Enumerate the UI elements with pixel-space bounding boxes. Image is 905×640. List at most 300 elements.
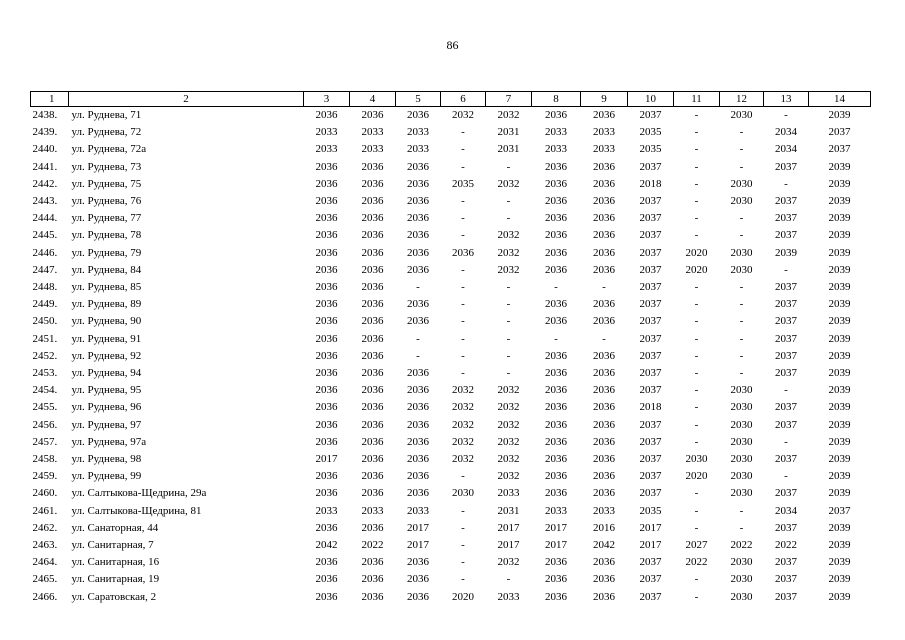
value-cell-col-4: 2036 bbox=[361, 384, 384, 397]
value-cell-col-6: 2020 bbox=[452, 590, 474, 603]
value-cell-col-4: 2036 bbox=[361, 435, 384, 448]
value-cell-col-11: - bbox=[694, 384, 699, 397]
value-cell-col-13: - bbox=[784, 263, 788, 276]
header-row bbox=[31, 92, 871, 107]
value-cell-col-6: 2032 bbox=[452, 418, 474, 431]
value-cell-col-11: 2022 bbox=[685, 556, 708, 569]
row-number: 2446. bbox=[32, 246, 58, 259]
value-cell-col-12: - bbox=[739, 504, 744, 517]
value-cell-col-7: 2032 bbox=[497, 435, 520, 448]
value-cell-col-8: 2036 bbox=[545, 246, 567, 259]
value-cell-col-12: 2030 bbox=[730, 401, 753, 414]
value-cell-col-4: 2036 bbox=[361, 367, 384, 380]
value-cell-col-12: 2030 bbox=[730, 556, 753, 569]
value-cell-col-10: 2037 bbox=[639, 195, 662, 208]
value-cell-col-14: 2039 bbox=[828, 521, 851, 534]
value-cell-col-12: - bbox=[739, 160, 744, 173]
value-cell-col-4: 2033 bbox=[361, 143, 384, 156]
value-cell-col-4: 2022 bbox=[361, 539, 384, 552]
value-cell-col-13: 2022 bbox=[775, 539, 797, 552]
value-cell-col-5: 2036 bbox=[407, 487, 429, 500]
address-cell: ул. Салтыкова-Щедрина, 29а bbox=[71, 487, 207, 500]
table-row bbox=[31, 537, 871, 554]
address-cell: ул. Руднева, 73 bbox=[71, 160, 142, 173]
value-cell-col-8: 2036 bbox=[545, 349, 567, 362]
value-cell-col-3: 2036 bbox=[315, 590, 338, 603]
value-cell-col-7: 2032 bbox=[497, 384, 520, 397]
value-cell-col-6: - bbox=[461, 229, 465, 242]
value-cell-col-7: 2031 bbox=[497, 504, 520, 517]
value-cell-col-6: - bbox=[461, 281, 465, 294]
value-cell-col-12: - bbox=[739, 367, 744, 380]
value-cell-col-12: 2030 bbox=[730, 453, 753, 466]
value-cell-col-4: 2036 bbox=[361, 521, 384, 534]
value-cell-col-9: 2042 bbox=[593, 539, 615, 552]
row-number: 2451. bbox=[32, 332, 58, 345]
value-cell-col-13: 2037 bbox=[775, 229, 797, 242]
address-cell: ул. Руднева, 72 bbox=[71, 126, 142, 139]
value-cell-col-7: 2032 bbox=[497, 470, 520, 483]
row-number: 2443. bbox=[32, 195, 58, 208]
value-cell-col-11: - bbox=[694, 160, 699, 173]
address-cell: ул. Санаторная, 44 bbox=[71, 521, 159, 534]
value-cell-col-11: 2030 bbox=[685, 453, 708, 466]
value-cell-col-4: 2036 bbox=[361, 470, 384, 483]
value-cell-col-11: - bbox=[694, 229, 699, 242]
value-cell-col-12: - bbox=[739, 298, 744, 311]
address-cell: ул. Руднева, 85 bbox=[71, 281, 142, 294]
row-number: 2461. bbox=[32, 504, 58, 517]
value-cell-col-6: 2032 bbox=[452, 109, 474, 121]
value-cell-col-9: 2016 bbox=[593, 521, 615, 534]
value-cell-col-7: 2032 bbox=[497, 246, 520, 259]
value-cell-col-7: 2017 bbox=[497, 521, 520, 534]
value-cell-col-11: - bbox=[694, 521, 699, 534]
value-cell-col-7: - bbox=[506, 349, 511, 362]
column-header-1: 1 bbox=[31, 92, 69, 107]
address-cell: ул. Руднева, 98 bbox=[71, 453, 142, 466]
value-cell-col-4: 2033 bbox=[361, 126, 384, 139]
value-cell-col-14: 2039 bbox=[828, 229, 851, 242]
column-header-10: 10 bbox=[628, 92, 674, 107]
value-cell-col-14: 2039 bbox=[828, 487, 851, 500]
row-number: 2465. bbox=[32, 573, 58, 586]
value-cell-col-6: 2036 bbox=[452, 246, 474, 259]
value-cell-col-8: - bbox=[554, 281, 558, 294]
address-cell: ул. Руднева, 95 bbox=[71, 384, 142, 397]
value-cell-col-3: 2036 bbox=[315, 401, 338, 414]
value-cell-col-8: 2036 bbox=[545, 487, 567, 500]
value-cell-col-5: 2036 bbox=[407, 246, 429, 259]
value-cell-col-5: - bbox=[416, 281, 420, 294]
value-cell-col-5: 2036 bbox=[407, 263, 429, 276]
value-cell-col-12: - bbox=[739, 281, 744, 294]
value-cell-col-6: - bbox=[461, 195, 465, 208]
address-cell: ул. Салтыкова-Щедрина, 81 bbox=[71, 504, 202, 517]
value-cell-col-3: 2036 bbox=[315, 298, 338, 311]
value-cell-col-10: 2037 bbox=[639, 487, 662, 500]
table-row bbox=[31, 279, 871, 296]
value-cell-col-7: - bbox=[506, 367, 511, 380]
value-cell-col-13: - bbox=[784, 177, 788, 190]
value-cell-col-11: - bbox=[694, 126, 699, 139]
address-cell: ул. Руднева, 79 bbox=[71, 246, 142, 259]
value-cell-col-14: 2039 bbox=[828, 195, 851, 208]
value-cell-col-10: 2035 bbox=[639, 126, 662, 139]
value-cell-col-4: 2036 bbox=[361, 246, 384, 259]
value-cell-col-3: 2036 bbox=[315, 435, 338, 448]
value-cell-col-8: - bbox=[554, 332, 558, 345]
value-cell-col-5: 2036 bbox=[407, 384, 429, 397]
value-cell-col-14: 2039 bbox=[828, 349, 851, 362]
value-cell-col-5: 2036 bbox=[407, 315, 429, 328]
value-cell-col-13: 2037 bbox=[775, 590, 797, 603]
address-cell: ул. Руднева, 71 bbox=[71, 109, 142, 121]
value-cell-col-3: 2036 bbox=[315, 573, 338, 586]
value-cell-col-13: 2037 bbox=[775, 418, 797, 431]
value-cell-col-8: 2033 bbox=[545, 126, 567, 139]
value-cell-col-7: - bbox=[506, 160, 511, 173]
value-cell-col-3: 2036 bbox=[315, 160, 338, 173]
value-cell-col-3: 2036 bbox=[315, 263, 338, 276]
value-cell-col-13: 2037 bbox=[775, 298, 797, 311]
value-cell-col-3: 2036 bbox=[315, 367, 338, 380]
address-cell: ул. Руднева, 76 bbox=[71, 195, 142, 208]
value-cell-col-10: 2037 bbox=[639, 281, 662, 294]
value-cell-col-9: 2036 bbox=[593, 573, 615, 586]
column-header-14: 14 bbox=[809, 92, 871, 107]
value-cell-col-13: - bbox=[784, 384, 788, 397]
value-cell-col-14: 2039 bbox=[828, 470, 851, 483]
value-cell-col-14: 2039 bbox=[828, 177, 851, 190]
value-cell-col-8: 2017 bbox=[545, 521, 567, 534]
value-cell-col-9: 2036 bbox=[593, 418, 615, 431]
column-header-5: 5 bbox=[396, 92, 441, 107]
value-cell-col-11: - bbox=[694, 435, 699, 448]
value-cell-col-9: 2036 bbox=[593, 470, 615, 483]
value-cell-col-9: 2033 bbox=[593, 126, 615, 139]
value-cell-col-11: 2020 bbox=[685, 470, 708, 483]
value-cell-col-5: 2036 bbox=[407, 367, 429, 380]
value-cell-col-9: - bbox=[602, 281, 606, 294]
value-cell-col-8: 2036 bbox=[545, 212, 567, 225]
value-cell-col-14: 2039 bbox=[828, 401, 851, 414]
value-cell-col-6: 2032 bbox=[452, 435, 474, 448]
value-cell-col-10: 2037 bbox=[639, 573, 662, 586]
column-header-13: 13 bbox=[764, 92, 809, 107]
value-cell-col-13: 2037 bbox=[775, 573, 797, 586]
table-row bbox=[31, 331, 871, 348]
value-cell-col-12: - bbox=[739, 229, 744, 242]
value-cell-col-10: 2017 bbox=[639, 521, 662, 534]
value-cell-col-11: - bbox=[694, 315, 699, 328]
table-row bbox=[31, 365, 871, 382]
value-cell-col-3: 2036 bbox=[315, 556, 338, 569]
value-cell-col-7: 2032 bbox=[497, 263, 520, 276]
value-cell-col-14: 2039 bbox=[828, 160, 851, 173]
value-cell-col-5: 2036 bbox=[407, 435, 429, 448]
value-cell-col-14: 2037 bbox=[828, 504, 851, 517]
column-header-12: 12 bbox=[720, 92, 764, 107]
value-cell-col-7: 2032 bbox=[497, 453, 520, 466]
row-number: 2444. bbox=[32, 212, 58, 225]
column-header-4: 4 bbox=[350, 92, 396, 107]
value-cell-col-4: 2036 bbox=[361, 109, 384, 121]
value-cell-col-13: - bbox=[784, 470, 788, 483]
table-row bbox=[31, 451, 871, 468]
value-cell-col-3: 2033 bbox=[315, 143, 338, 156]
value-cell-col-12: 2030 bbox=[730, 384, 753, 397]
value-cell-col-12: 2030 bbox=[730, 263, 753, 276]
value-cell-col-5: - bbox=[416, 349, 420, 362]
value-cell-col-3: 2036 bbox=[315, 281, 338, 294]
value-cell-col-8: 2036 bbox=[545, 298, 567, 311]
table-row bbox=[31, 382, 871, 399]
value-cell-col-5: 2033 bbox=[407, 504, 429, 517]
value-cell-col-6: - bbox=[461, 315, 465, 328]
value-cell-col-4: 2036 bbox=[361, 195, 384, 208]
value-cell-col-11: - bbox=[694, 573, 699, 586]
value-cell-col-13: 2037 bbox=[775, 487, 797, 500]
value-cell-col-13: 2037 bbox=[775, 281, 797, 294]
value-cell-col-5: 2036 bbox=[407, 229, 429, 242]
value-cell-col-6: 2030 bbox=[452, 487, 474, 500]
value-cell-col-14: 2039 bbox=[828, 332, 851, 345]
value-cell-col-8: 2036 bbox=[545, 315, 567, 328]
value-cell-col-8: 2033 bbox=[545, 143, 567, 156]
value-cell-col-8: 2036 bbox=[545, 160, 567, 173]
table-row bbox=[31, 227, 871, 244]
value-cell-col-4: 2036 bbox=[361, 229, 384, 242]
value-cell-col-7: 2032 bbox=[497, 401, 520, 414]
value-cell-col-10: 2037 bbox=[639, 263, 662, 276]
value-cell-col-13: 2037 bbox=[775, 521, 797, 534]
value-cell-col-8: 2036 bbox=[545, 195, 567, 208]
value-cell-col-8: 2036 bbox=[545, 435, 567, 448]
value-cell-col-14: 2039 bbox=[828, 367, 851, 380]
value-cell-col-5: 2036 bbox=[407, 573, 429, 586]
table-row bbox=[31, 485, 871, 502]
value-cell-col-8: 2036 bbox=[545, 384, 567, 397]
table-row bbox=[31, 245, 871, 262]
value-cell-col-8: 2036 bbox=[545, 229, 567, 242]
value-cell-col-6: - bbox=[461, 212, 465, 225]
table-row bbox=[31, 348, 871, 365]
value-cell-col-4: 2036 bbox=[361, 453, 384, 466]
value-cell-col-5: 2033 bbox=[407, 143, 429, 156]
value-cell-col-6: - bbox=[461, 126, 465, 139]
table-row bbox=[31, 210, 871, 227]
table-row bbox=[31, 159, 871, 176]
address-cell: ул. Руднева, 72а bbox=[71, 143, 147, 156]
value-cell-col-14: 2039 bbox=[828, 435, 851, 448]
value-cell-col-5: 2017 bbox=[407, 521, 429, 534]
value-cell-col-6: 2032 bbox=[452, 453, 474, 466]
value-cell-col-13: 2039 bbox=[775, 246, 797, 259]
column-header-9: 9 bbox=[581, 92, 628, 107]
value-cell-col-6: 2035 bbox=[452, 177, 474, 190]
value-cell-col-14: 2039 bbox=[828, 281, 851, 294]
value-cell-col-7: 2032 bbox=[497, 418, 520, 431]
value-cell-col-7: 2031 bbox=[497, 126, 520, 139]
value-cell-col-14: 2039 bbox=[828, 418, 851, 431]
column-header-6: 6 bbox=[441, 92, 486, 107]
value-cell-col-10: 2018 bbox=[639, 401, 662, 414]
column-header-11: 11 bbox=[674, 92, 720, 107]
value-cell-col-10: 2018 bbox=[639, 177, 662, 190]
value-cell-col-13: - bbox=[784, 109, 788, 121]
value-cell-col-13: 2037 bbox=[775, 349, 797, 362]
row-number: 2457. bbox=[32, 435, 58, 448]
value-cell-col-10: 2037 bbox=[639, 229, 662, 242]
value-cell-col-4: 2036 bbox=[361, 281, 384, 294]
value-cell-col-4: 2036 bbox=[361, 298, 384, 311]
value-cell-col-4: 2036 bbox=[361, 349, 384, 362]
table-body bbox=[31, 107, 871, 606]
value-cell-col-6: 2032 bbox=[452, 401, 474, 414]
column-header-8: 8 bbox=[532, 92, 581, 107]
value-cell-col-9: 2036 bbox=[593, 487, 615, 500]
value-cell-col-10: 2037 bbox=[639, 470, 662, 483]
value-cell-col-4: 2036 bbox=[361, 487, 384, 500]
address-cell: ул. Руднева, 94 bbox=[71, 367, 142, 380]
table-row bbox=[31, 589, 871, 606]
value-cell-col-12: 2030 bbox=[730, 573, 753, 586]
value-cell-col-11: - bbox=[694, 590, 699, 603]
value-cell-col-13: 2037 bbox=[775, 160, 797, 173]
value-cell-col-9: 2036 bbox=[593, 212, 615, 225]
value-cell-col-4: 2036 bbox=[361, 590, 384, 603]
value-cell-col-12: - bbox=[739, 332, 744, 345]
value-cell-col-4: 2036 bbox=[361, 573, 384, 586]
value-cell-col-10: 2037 bbox=[639, 315, 662, 328]
value-cell-col-6: - bbox=[461, 504, 465, 517]
value-cell-col-8: 2036 bbox=[545, 418, 567, 431]
value-cell-col-8: 2036 bbox=[545, 590, 567, 603]
address-cell: ул. Руднева, 75 bbox=[71, 177, 142, 190]
value-cell-col-14: 2039 bbox=[828, 556, 851, 569]
row-number: 2445. bbox=[32, 229, 58, 242]
value-cell-col-7: 2032 bbox=[497, 109, 520, 121]
row-number: 2458. bbox=[32, 453, 58, 466]
value-cell-col-13: 2034 bbox=[775, 143, 797, 156]
value-cell-col-7: - bbox=[506, 212, 511, 225]
value-cell-col-12: - bbox=[739, 212, 744, 225]
row-number: 2460. bbox=[32, 487, 58, 500]
value-cell-col-5: 2036 bbox=[407, 195, 429, 208]
value-cell-col-11: - bbox=[694, 143, 699, 156]
value-cell-col-13: - bbox=[784, 435, 788, 448]
value-cell-col-9: 2036 bbox=[593, 590, 615, 603]
value-cell-col-13: 2037 bbox=[775, 212, 797, 225]
value-cell-col-11: 2020 bbox=[685, 246, 708, 259]
value-cell-col-8: 2036 bbox=[545, 556, 567, 569]
value-cell-col-3: 2036 bbox=[315, 177, 338, 190]
value-cell-col-3: 2036 bbox=[315, 195, 338, 208]
value-cell-col-5: 2036 bbox=[407, 556, 429, 569]
row-number: 2450. bbox=[32, 315, 58, 328]
value-cell-col-9: - bbox=[602, 332, 606, 345]
value-cell-col-3: 2036 bbox=[315, 332, 338, 345]
value-cell-col-10: 2037 bbox=[639, 384, 662, 397]
value-cell-col-10: 2037 bbox=[639, 367, 662, 380]
value-cell-col-6: - bbox=[461, 143, 465, 156]
value-cell-col-6: - bbox=[461, 470, 465, 483]
value-cell-col-6: - bbox=[461, 263, 465, 276]
page-number: 86 bbox=[446, 38, 459, 52]
row-number: 2455. bbox=[32, 401, 58, 414]
row-number: 2456. bbox=[32, 418, 58, 431]
value-cell-col-6: - bbox=[461, 573, 465, 586]
value-cell-col-3: 2036 bbox=[315, 470, 338, 483]
value-cell-col-12: - bbox=[739, 315, 744, 328]
data-table bbox=[30, 91, 871, 606]
value-cell-col-8: 2036 bbox=[545, 470, 567, 483]
table-row bbox=[31, 124, 871, 141]
value-cell-col-9: 2036 bbox=[593, 556, 615, 569]
value-cell-col-11: - bbox=[694, 212, 699, 225]
value-cell-col-9: 2036 bbox=[593, 109, 615, 121]
value-cell-col-6: - bbox=[461, 160, 465, 173]
value-cell-col-13: 2037 bbox=[775, 453, 797, 466]
value-cell-col-14: 2039 bbox=[828, 212, 851, 225]
table-row bbox=[31, 313, 871, 330]
address-cell: ул. Руднева, 97а bbox=[71, 435, 147, 448]
value-cell-col-4: 2036 bbox=[361, 177, 384, 190]
row-number: 2459. bbox=[32, 470, 58, 483]
value-cell-col-10: 2037 bbox=[639, 349, 662, 362]
value-cell-col-12: 2030 bbox=[730, 177, 753, 190]
value-cell-col-11: 2020 bbox=[685, 263, 708, 276]
address-cell: ул. Санитарная, 19 bbox=[71, 573, 160, 586]
address-cell: ул. Руднева, 99 bbox=[71, 470, 142, 483]
value-cell-col-11: - bbox=[694, 349, 699, 362]
address-cell: ул. Саратовская, 2 bbox=[71, 590, 157, 603]
address-cell: ул. Руднева, 78 bbox=[71, 229, 142, 242]
value-cell-col-9: 2036 bbox=[593, 315, 615, 328]
value-cell-col-8: 2036 bbox=[545, 367, 567, 380]
value-cell-col-11: - bbox=[694, 177, 699, 190]
value-cell-col-13: 2037 bbox=[775, 401, 797, 414]
value-cell-col-7: 2033 bbox=[497, 487, 520, 500]
value-cell-col-12: - bbox=[739, 521, 744, 534]
value-cell-col-7: 2032 bbox=[497, 177, 520, 190]
address-cell: ул. Руднева, 84 bbox=[71, 263, 142, 276]
value-cell-col-7: - bbox=[506, 573, 511, 586]
address-cell: ул. Руднева, 92 bbox=[71, 349, 142, 362]
row-number: 2453. bbox=[32, 367, 58, 380]
value-cell-col-9: 2036 bbox=[593, 401, 615, 414]
value-cell-col-11: - bbox=[694, 109, 699, 121]
value-cell-col-10: 2035 bbox=[639, 143, 662, 156]
value-cell-col-6: - bbox=[461, 539, 465, 552]
value-cell-col-8: 2036 bbox=[545, 401, 567, 414]
value-cell-col-10: 2037 bbox=[639, 418, 662, 431]
value-cell-col-12: - bbox=[739, 349, 744, 362]
row-number: 2462. bbox=[32, 521, 58, 534]
column-header-7: 7 bbox=[486, 92, 532, 107]
value-cell-col-11: - bbox=[694, 367, 699, 380]
value-cell-col-10: 2035 bbox=[639, 504, 662, 517]
value-cell-col-14: 2039 bbox=[828, 263, 851, 276]
value-cell-col-7: 2031 bbox=[497, 143, 520, 156]
address-cell: ул. Санитарная, 16 bbox=[71, 556, 160, 569]
value-cell-col-14: 2039 bbox=[828, 315, 851, 328]
value-cell-col-14: 2039 bbox=[828, 109, 851, 121]
value-cell-col-3: 2036 bbox=[315, 212, 338, 225]
value-cell-col-3: 2033 bbox=[315, 504, 338, 517]
value-cell-col-7: - bbox=[506, 281, 511, 294]
